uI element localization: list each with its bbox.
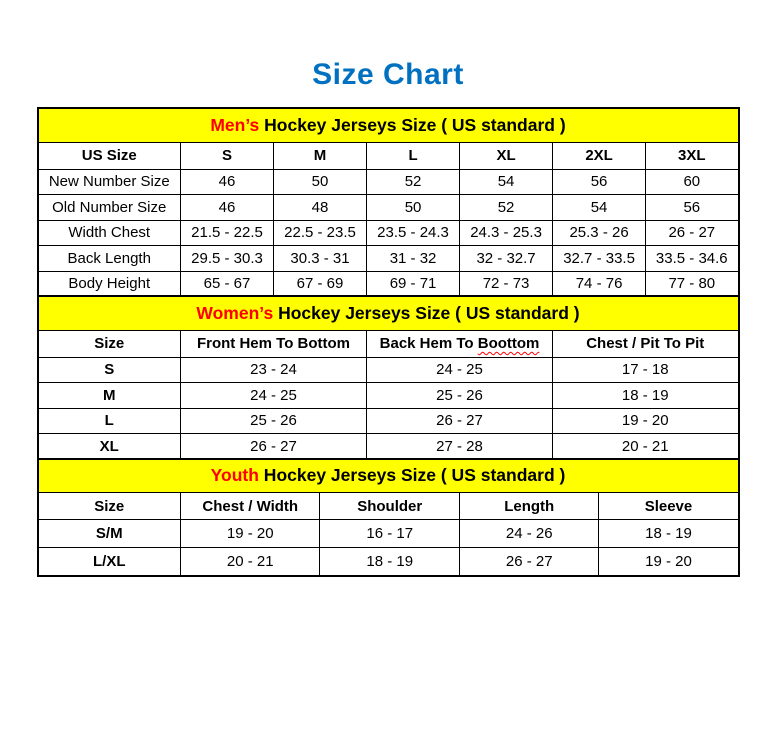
womens-table-row — [38, 434, 739, 460]
youth-banner-row — [38, 459, 739, 493]
youth-table-row — [38, 520, 739, 548]
youth-column-header-4: Sleeve — [599, 493, 739, 520]
womens-value-cell: 27 - 28 — [367, 434, 553, 460]
youth-value-cell: 26 - 27 — [459, 548, 598, 576]
womens-header-row — [38, 330, 739, 357]
mens-value-cell: 50 — [274, 169, 367, 195]
mens-value-cell: 72 - 73 — [460, 271, 553, 297]
size-chart-tables — [37, 107, 740, 577]
mens-value-cell: 31 - 32 — [367, 246, 460, 272]
womens-column-header-2: Back Hem To Boottom — [367, 330, 553, 357]
mens-row-label: Width Chest — [38, 220, 181, 246]
youth-value-cell: 24 - 26 — [459, 520, 598, 548]
mens-category-label: Men’s — [210, 114, 260, 135]
mens-value-cell: 52 — [460, 195, 553, 221]
womens-value-cell: 17 - 18 — [553, 357, 739, 383]
womens-size-table — [37, 295, 740, 460]
womens-banner-text: Hockey Jerseys Size ( US standard ) — [273, 302, 580, 323]
mens-value-cell: 56 — [646, 195, 739, 221]
womens-row-label: XL — [38, 434, 181, 460]
mens-value-cell: 69 - 71 — [367, 271, 460, 297]
youth-value-cell: 18 - 19 — [320, 548, 459, 576]
womens-value-cell: 26 - 27 — [367, 408, 553, 434]
womens-section-banner — [38, 296, 739, 330]
womens-value-cell: 26 - 27 — [181, 434, 367, 460]
mens-value-cell: 52 — [367, 169, 460, 195]
mens-value-cell: 60 — [646, 169, 739, 195]
womens-value-cell: 24 - 25 — [181, 383, 367, 409]
womens-column-header-3: Chest / Pit To Pit — [553, 330, 739, 357]
youth-value-cell: 19 - 20 — [599, 548, 739, 576]
womens-value-cell: 19 - 20 — [553, 408, 739, 434]
mens-banner-row — [38, 108, 739, 142]
mens-value-cell: 32 - 32.7 — [460, 246, 553, 272]
youth-value-cell: 16 - 17 — [320, 520, 459, 548]
womens-table-row — [38, 408, 739, 434]
youth-value-cell: 18 - 19 — [599, 520, 739, 548]
womens-table-row — [38, 383, 739, 409]
womens-value-cell: 24 - 25 — [367, 357, 553, 383]
mens-value-cell: 77 - 80 — [646, 271, 739, 297]
mens-row-label: New Number Size — [38, 169, 181, 195]
youth-column-header-2: Shoulder — [320, 493, 459, 520]
mens-section-banner — [38, 108, 739, 142]
youth-column-header-1: Chest / Width — [181, 493, 320, 520]
mens-value-cell: 22.5 - 23.5 — [274, 220, 367, 246]
mens-row-label: Back Length — [38, 246, 181, 272]
mens-value-cell: 48 — [274, 195, 367, 221]
mens-value-cell: 65 - 67 — [181, 271, 274, 297]
mens-value-cell: 56 — [553, 169, 646, 195]
mens-value-cell: 33.5 - 34.6 — [646, 246, 739, 272]
mens-value-cell: 46 — [181, 169, 274, 195]
womens-value-cell: 25 - 26 — [367, 383, 553, 409]
womens-value-cell: 20 - 21 — [553, 434, 739, 460]
mens-table-row — [38, 246, 739, 272]
youth-column-header-3: Length — [459, 493, 598, 520]
youth-size-table — [37, 458, 740, 577]
youth-row-label: L/XL — [38, 548, 181, 576]
mens-value-cell: 30.3 - 31 — [274, 246, 367, 272]
youth-banner-text: Hockey Jerseys Size ( US standard ) — [258, 465, 566, 486]
womens-row-label: M — [38, 383, 181, 409]
mens-value-cell: 25.3 - 26 — [553, 220, 646, 246]
mens-column-header-2: M — [274, 142, 367, 169]
mens-table-row — [38, 195, 739, 221]
womens-value-cell: 25 - 26 — [181, 408, 367, 434]
womens-column-header-0: Size — [38, 330, 181, 357]
womens-category-label: Women’s — [196, 302, 274, 323]
mens-table-row — [38, 220, 739, 246]
mens-row-label: Old Number Size — [38, 195, 181, 221]
mens-row-label: Body Height — [38, 271, 181, 297]
size-chart-page — [0, 58, 776, 577]
womens-value-cell: 23 - 24 — [181, 357, 367, 383]
mens-column-header-1: S — [181, 142, 274, 169]
youth-header-row — [38, 493, 739, 520]
mens-value-cell: 21.5 - 22.5 — [181, 220, 274, 246]
mens-value-cell: 26 - 27 — [646, 220, 739, 246]
womens-banner-row — [38, 296, 739, 330]
mens-value-cell: 54 — [460, 169, 553, 195]
womens-value-cell: 18 - 19 — [553, 383, 739, 409]
mens-column-header-0: US Size — [38, 142, 181, 169]
mens-value-cell: 32.7 - 33.5 — [553, 246, 646, 272]
youth-category-label: Youth — [210, 465, 259, 486]
mens-table-row — [38, 271, 739, 297]
mens-value-cell: 46 — [181, 195, 274, 221]
youth-value-cell: 19 - 20 — [181, 520, 320, 548]
mens-value-cell: 54 — [553, 195, 646, 221]
mens-value-cell: 67 - 69 — [274, 271, 367, 297]
mens-column-header-3: L — [367, 142, 460, 169]
mens-value-cell: 29.5 - 30.3 — [181, 246, 274, 272]
mens-value-cell: 50 — [367, 195, 460, 221]
womens-row-label: S — [38, 357, 181, 383]
misspelled-word: Boottom — [477, 335, 540, 352]
youth-value-cell: 20 - 21 — [181, 548, 320, 576]
mens-column-header-4: XL — [460, 142, 553, 169]
mens-banner-text: Hockey Jerseys Size ( US standard ) — [259, 114, 566, 135]
youth-table-row — [38, 548, 739, 576]
mens-table-row — [38, 169, 739, 195]
youth-section-banner — [38, 459, 739, 493]
womens-table-row — [38, 357, 739, 383]
womens-column-header-1: Front Hem To Bottom — [181, 330, 367, 357]
mens-column-header-5: 2XL — [553, 142, 646, 169]
mens-size-table — [37, 107, 740, 298]
mens-header-row — [38, 142, 739, 169]
mens-value-cell: 24.3 - 25.3 — [460, 220, 553, 246]
mens-value-cell: 23.5 - 24.3 — [367, 220, 460, 246]
womens-row-label: L — [38, 408, 181, 434]
page-title: Size Chart — [312, 58, 464, 91]
mens-value-cell: 74 - 76 — [553, 271, 646, 297]
youth-column-header-0: Size — [38, 493, 181, 520]
mens-column-header-6: 3XL — [646, 142, 739, 169]
youth-row-label: S/M — [38, 520, 181, 548]
